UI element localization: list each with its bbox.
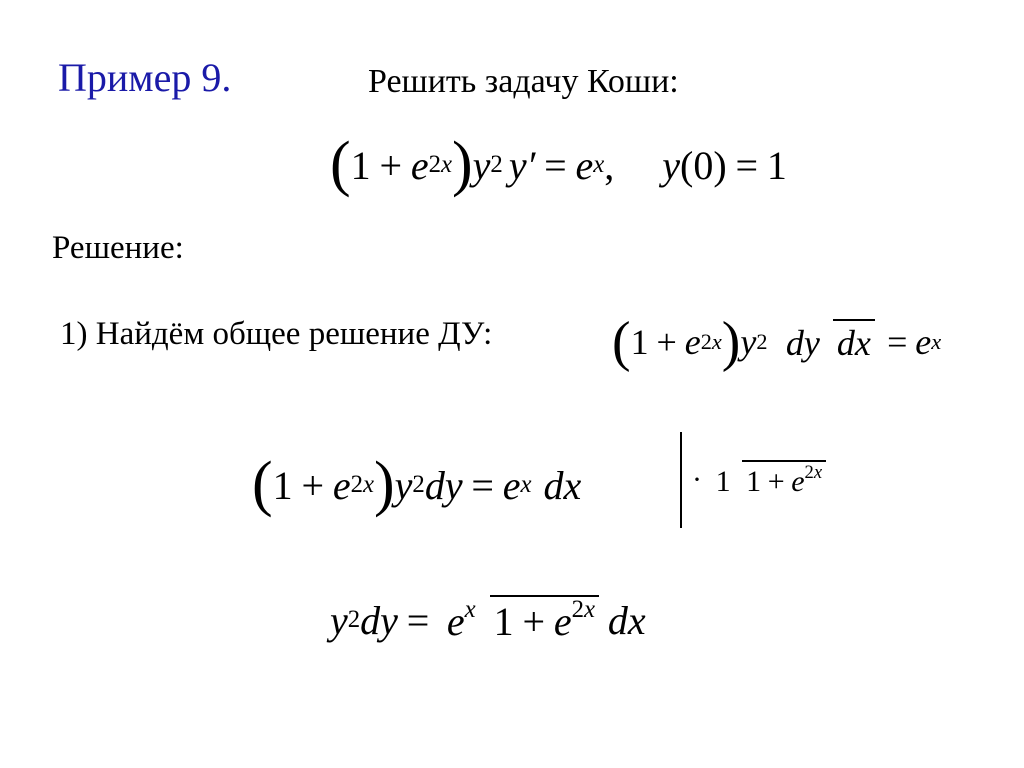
fraction-denominator: dx [833, 319, 875, 363]
task-statement: Решить задачу Коши: [368, 63, 679, 100]
multiplier [686, 432, 830, 528]
fraction-numerator: $e^x$ [446, 596, 476, 644]
left-paren: ( [612, 310, 631, 373]
y-var: y [394, 462, 413, 508]
step3-equation: y 2 dy = $e^x$ $1 + e^{2x}$ dx [330, 596, 646, 644]
example-title: Пример 9. [58, 55, 232, 100]
dx-differential: dx [607, 597, 646, 643]
right-paren: ) [374, 450, 395, 519]
step1-text: 1) Найдём общее решение ДУ: [60, 316, 493, 352]
step1-equation: ( 1 + e 2x ) y 2 dy dx = e x [612, 310, 942, 373]
derivative-fraction [782, 319, 875, 365]
right-paren: ) [452, 130, 473, 199]
equals-sign: = [471, 462, 494, 508]
condition-arg: (0) [680, 142, 727, 188]
fraction-numerator: 1 [715, 465, 731, 499]
dx-differential: dx [543, 462, 582, 508]
solution-label: Решение: [52, 230, 184, 266]
y-var: y [740, 322, 757, 362]
left-paren: ( [252, 450, 273, 519]
step2-equation: ( 1 + e 2x ) y 2 dy = e x dx [252, 450, 582, 519]
fraction-numerator: dy [785, 323, 820, 364]
y-var: y [472, 142, 491, 188]
left-paren: ( [330, 130, 351, 199]
fraction-denominator: $1 + e^{2x}$ [490, 595, 599, 643]
plus-sign: + [656, 322, 677, 362]
dy-differential: dy [360, 597, 398, 643]
equals-sign: = [887, 322, 908, 362]
exp-base: e [410, 142, 429, 188]
multiplier-bar [680, 432, 682, 528]
condition-y: y [662, 142, 681, 188]
y-prime: y′ [508, 142, 536, 188]
condition-value: 1 [766, 142, 787, 188]
one: 1 [630, 322, 649, 362]
equals-sign: = [735, 142, 759, 188]
exp-base: e [915, 322, 932, 362]
plus-sign: + [301, 462, 325, 508]
one: 1 [350, 142, 371, 188]
equals-sign: = [406, 597, 430, 643]
exp-base: e [502, 462, 521, 508]
exp-base: e [575, 142, 594, 188]
dy-differential: dy [424, 462, 463, 508]
cauchy-equation: ( 1 + e 2x ) y 2 y′ = e x , y (0) = 1 [330, 130, 787, 199]
comma: , [604, 142, 615, 188]
exp-base: e [332, 462, 351, 508]
right-paren: ) [721, 310, 741, 373]
plus-sign: + [379, 142, 403, 188]
y-var: y [330, 597, 348, 643]
multiplier-fraction [712, 460, 827, 500]
fraction-denominator: $1 + e^{2x}$ [742, 460, 826, 498]
multiply-dot: · [692, 463, 702, 496]
one: 1 [272, 462, 293, 508]
exp-base: e [684, 322, 701, 362]
separated-fraction [443, 595, 599, 645]
equals-sign: = [544, 142, 567, 188]
